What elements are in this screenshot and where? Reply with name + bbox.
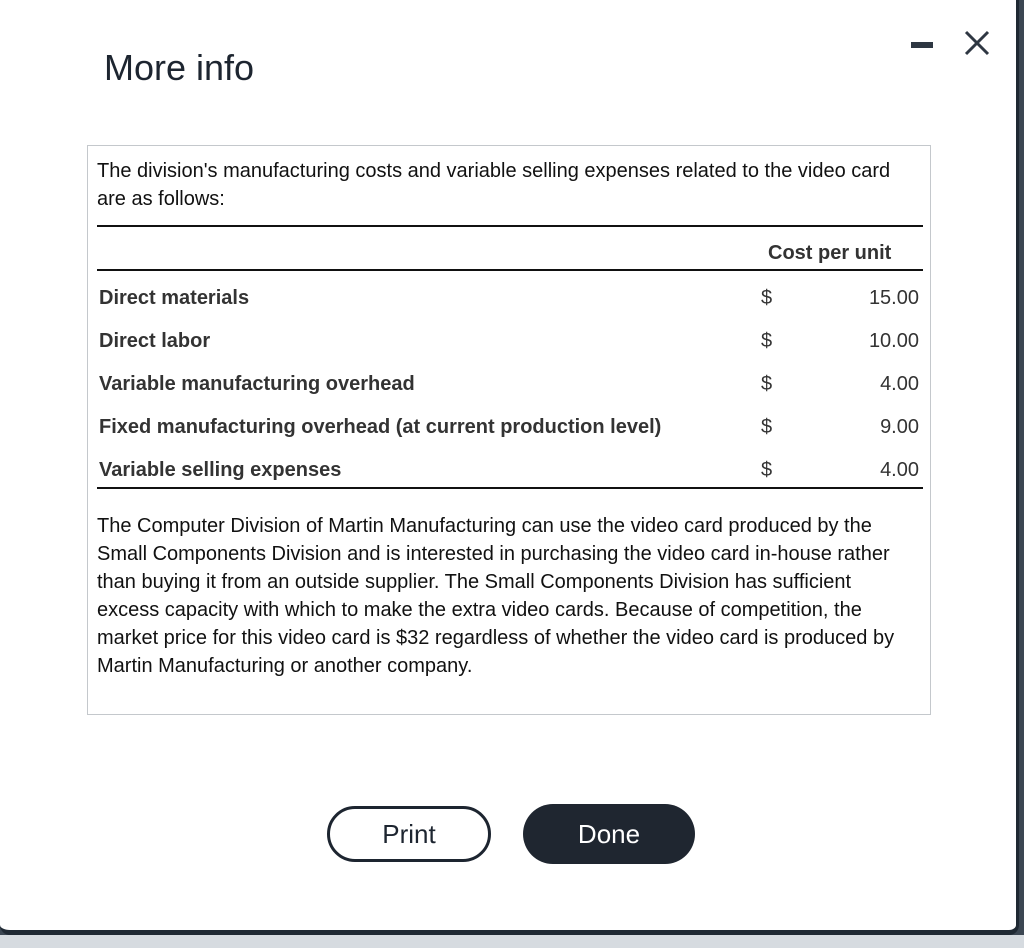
info-content-box bbox=[87, 145, 931, 715]
table-header-rule bbox=[97, 269, 923, 271]
close-icon bbox=[960, 26, 994, 60]
intro-text: The division's manufacturing costs and variable selling expenses related to the video card are as follows: bbox=[97, 160, 891, 210]
table-bottom-rule bbox=[97, 487, 923, 489]
row-currency: $ bbox=[761, 416, 773, 438]
minimize-button[interactable] bbox=[908, 30, 936, 58]
row-label: Direct labor bbox=[99, 330, 211, 352]
row-amount: 4.00 bbox=[880, 373, 919, 395]
table-row bbox=[97, 416, 923, 459]
row-label: Fixed manufacturing overhead (at current production level) bbox=[99, 416, 662, 438]
table-row bbox=[97, 330, 923, 373]
minimize-icon bbox=[911, 42, 933, 48]
window-bottom-strip bbox=[0, 935, 1024, 948]
row-currency: $ bbox=[761, 459, 773, 481]
description-text: The Computer Division of Martin Manufacturing can use the video card produced by the Small Components Division and is interested in purchasing the video card in-house rather than buying it from an outside supplier. The Small Components Division has sufficient excess capacity with which to make the extra video cards. Because of competition, the market price for this video card is $32 regardless of whether the video card is produced by Martin Manufacturing or another company. bbox=[97, 515, 895, 677]
table-row bbox=[97, 459, 923, 502]
table-top-rule bbox=[97, 225, 923, 227]
row-currency: $ bbox=[761, 287, 773, 309]
table-row bbox=[97, 287, 923, 330]
row-label: Direct materials bbox=[99, 287, 250, 309]
row-label: Variable selling expenses bbox=[99, 459, 342, 481]
row-amount: 15.00 bbox=[868, 287, 919, 309]
row-amount: 4.00 bbox=[880, 459, 919, 481]
row-label: Variable manufacturing overhead bbox=[99, 373, 415, 395]
table-row bbox=[97, 373, 923, 416]
column-header-cost-per-unit: Cost per unit bbox=[768, 242, 892, 264]
close-button[interactable] bbox=[960, 26, 994, 60]
row-amount: 9.00 bbox=[880, 416, 919, 438]
row-amount: 10.00 bbox=[868, 330, 919, 352]
done-button[interactable]: Done bbox=[523, 804, 695, 864]
dialog-title: More info bbox=[104, 47, 255, 88]
row-currency: $ bbox=[761, 373, 773, 395]
row-currency: $ bbox=[761, 330, 773, 352]
print-button[interactable]: Print bbox=[327, 806, 491, 862]
